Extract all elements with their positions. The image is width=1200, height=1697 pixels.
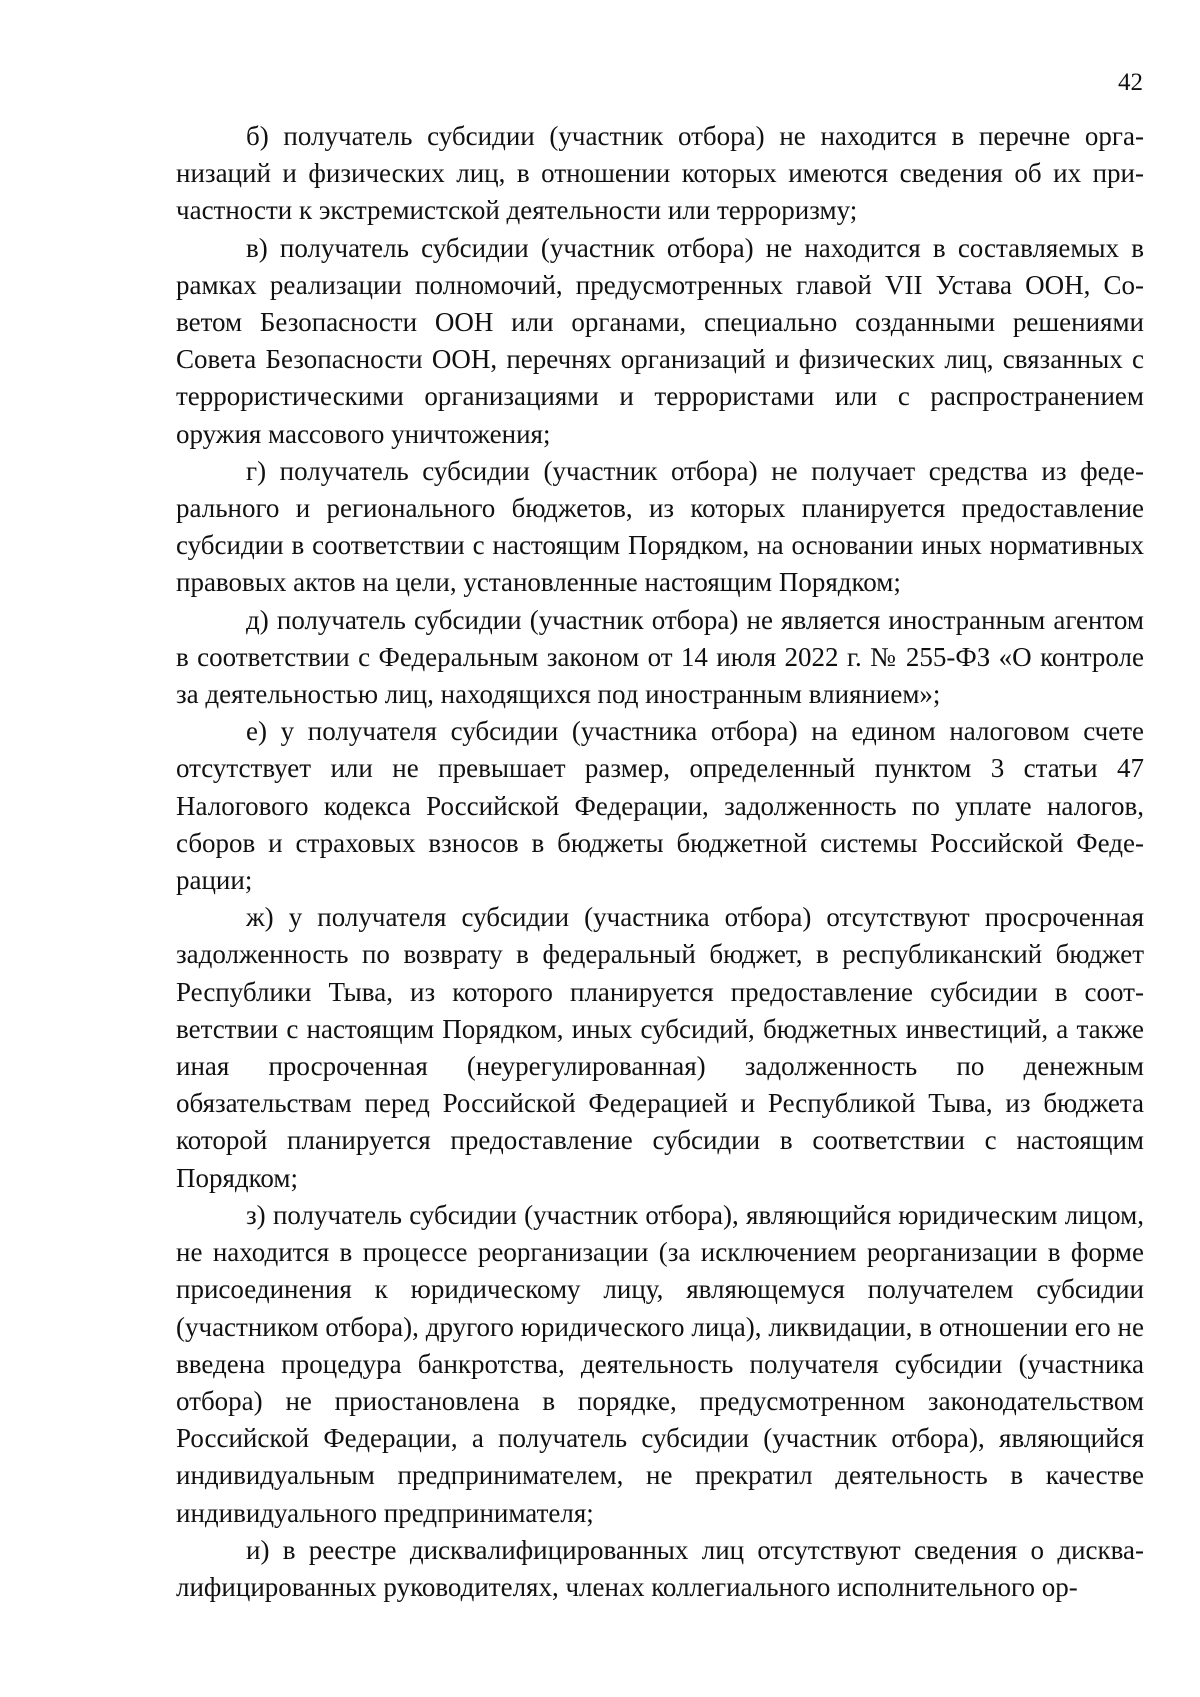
paragraph-e: е) у получателя субсидии (участника отбора) на едином налоговом счете отсутствует или не превышает размер, определенный пунктом 3 статьи 47 Налогового кодекса Российской Федерации, задолженность по уплате налогов, сборов и страховых взносов в бюджеты бюджетной системы Российской Федерации; <box>176 716 1144 896</box>
paragraph-v: в) получатель субсидии (участник отбора) не находится в составляемых в рамках реализации полномочий, предусмотренных главой VII Устава ООН, Советом Безопасности ООН или органами, специально созданными решениями Совета Безопасности ООН, перечнях организаций и физических лиц, связанных с террористическими организациями и террористами или с распространением оружия массового уничтожения; <box>176 232 1144 449</box>
paragraph-z: з) получатель субсидии (участник отбора), являющийся юридическим лицом, не находится в процессе реорганизации (за исключением реорганизации в форме присоединения к юридическому лицу, являющемуся получателем субсидии (участником отбора), другого юридического лица), ликвидации, в отношении его не введена процедура банкротства, деятельность получателя субсидии (участника отбора) не приостановлена в порядке, предусмотренном законодательством Российской Федерации, а получатель субсидии (участник отбора), являющийся индивидуальным предпринимателем, не прекратил деятельность в качестве индивидуального предпринимателя; <box>176 1199 1144 1528</box>
paragraph-zh: ж) у получателя субсидии (участника отбора) отсутствуют просроченная задолженность по возврату в федеральный бюджет, в республиканский бюджет Республики Тыва, из которого планируется предоставление субсидии в соответствии с настоящим Порядком, иных субсидий, бюджетных инвестиций, а также иная просроченная (неурегулированная) задолженность по денежным обязательствам перед Российской Федерацией и Республикой Тыва, из бюджета которой планируется предоставление субсидии в соответствии с настоящим Порядком; <box>176 902 1144 1193</box>
document-body <box>176 118 1144 1606</box>
paragraph-g: г) получатель субсидии (участник отбора) не получает средства из федерального и регионального бюджетов, из которых планируется предоставление субсидии в соответствии с настоящим Порядком, на основании иных нормативных правовых актов на цели, установленные настоящим Порядком; <box>176 455 1144 598</box>
page-number: 42 <box>1118 69 1143 96</box>
paragraph-b: б) получатель субсидии (участник отбора) не находится в перечне организаций и физических лиц, в отношении которых имеются сведения об их причастности к экстремистской деятельности или терроризму; <box>176 121 1144 226</box>
paragraph-d: д) получатель субсидии (участник отбора) не является иностранным агентом в соответствии с Федеральным законом от 14 июля 2022 г. № 255-ФЗ «О контроле за деятельностью лиц, находящихся под иностранным влиянием»; <box>176 604 1144 710</box>
paragraph-i: и) в реестре дисквалифицированных лиц отсутствуют сведения о дисквалифицированных руководителях, членах коллегиального исполнительного ор- <box>176 1534 1144 1602</box>
